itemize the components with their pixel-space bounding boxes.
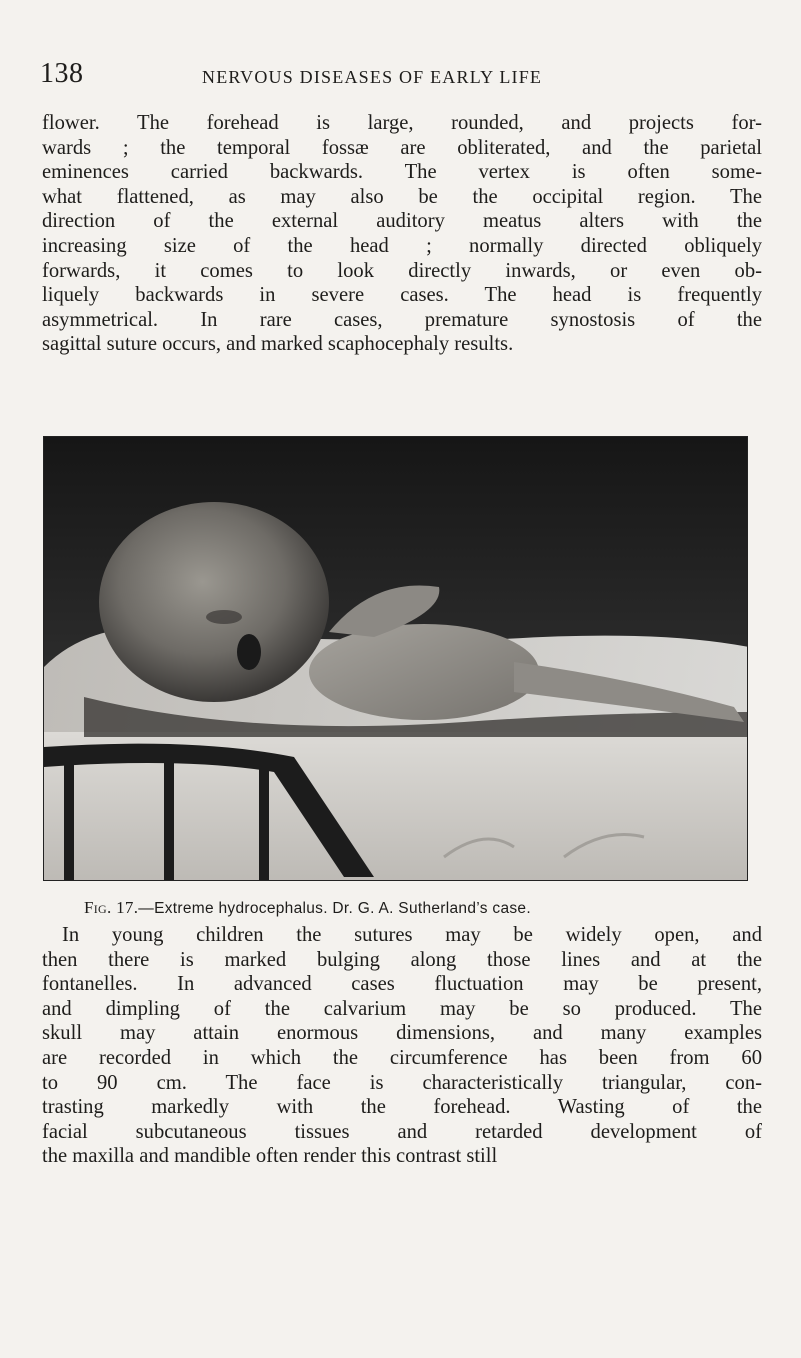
text-line: In young children the sutures may be widely open, and bbox=[62, 924, 762, 946]
paragraph-2 bbox=[42, 923, 762, 1169]
text-line: sagittal suture occurs, and marked scaphocephaly results. bbox=[42, 333, 514, 356]
text-line: direction of the external auditory meatus alters with the bbox=[42, 210, 762, 233]
text-line: forwards, it comes to look directly inwards, or even ob- bbox=[42, 259, 762, 282]
text-line: are recorded in which the circumference has been from 60 bbox=[42, 1046, 762, 1069]
figure-photograph bbox=[43, 436, 748, 881]
text-line: and dimpling of the calvarium may be so produced. The bbox=[42, 997, 762, 1020]
figure-caption bbox=[84, 898, 531, 918]
text-line: liquely backwards in severe cases. The head is frequently bbox=[42, 284, 762, 307]
text-line: what flattened, as may also be the occipital region. The bbox=[42, 185, 762, 208]
text-line: skull may attain enormous dimensions, and many examples bbox=[42, 1022, 762, 1045]
running-head: NERVOUS DISEASES OF EARLY LIFE bbox=[202, 67, 543, 87]
text-line: to 90 cm. The face is characteristically triangular, con- bbox=[42, 1071, 762, 1094]
text-line: asymmetrical. In rare cases, premature synostosis of the bbox=[42, 308, 762, 331]
figure-caption-text: —Extreme hydrocephalus. Dr. G. A. Sutherland’s case. bbox=[138, 900, 531, 917]
page-number: 138 bbox=[40, 58, 84, 89]
text-line: the maxilla and mandible often render this contrast still bbox=[42, 1145, 498, 1168]
text-line: fontanelles. In advanced cases fluctuation may be present, bbox=[42, 973, 762, 996]
text-line: trasting markedly with the forehead. Wasting of the bbox=[42, 1096, 762, 1119]
paragraph-1 bbox=[42, 111, 762, 357]
text-line: eminences carried backwards. The vertex is often some- bbox=[42, 161, 762, 184]
text-line: wards ; the temporal fossæ are obliterated, and the parietal bbox=[42, 136, 762, 159]
text-line: then there is marked bulging along those lines and at the bbox=[42, 948, 762, 971]
infant-photograph-illustration bbox=[44, 437, 748, 881]
text-line: facial subcutaneous tissues and retarded development of bbox=[42, 1120, 762, 1143]
text-line: increasing size of the head ; normally directed obliquely bbox=[42, 234, 762, 257]
figure-label: Fig. 17. bbox=[84, 898, 139, 917]
text-line: flower. The forehead is large, rounded, and projects for- bbox=[42, 112, 762, 134]
page-header bbox=[40, 58, 760, 92]
